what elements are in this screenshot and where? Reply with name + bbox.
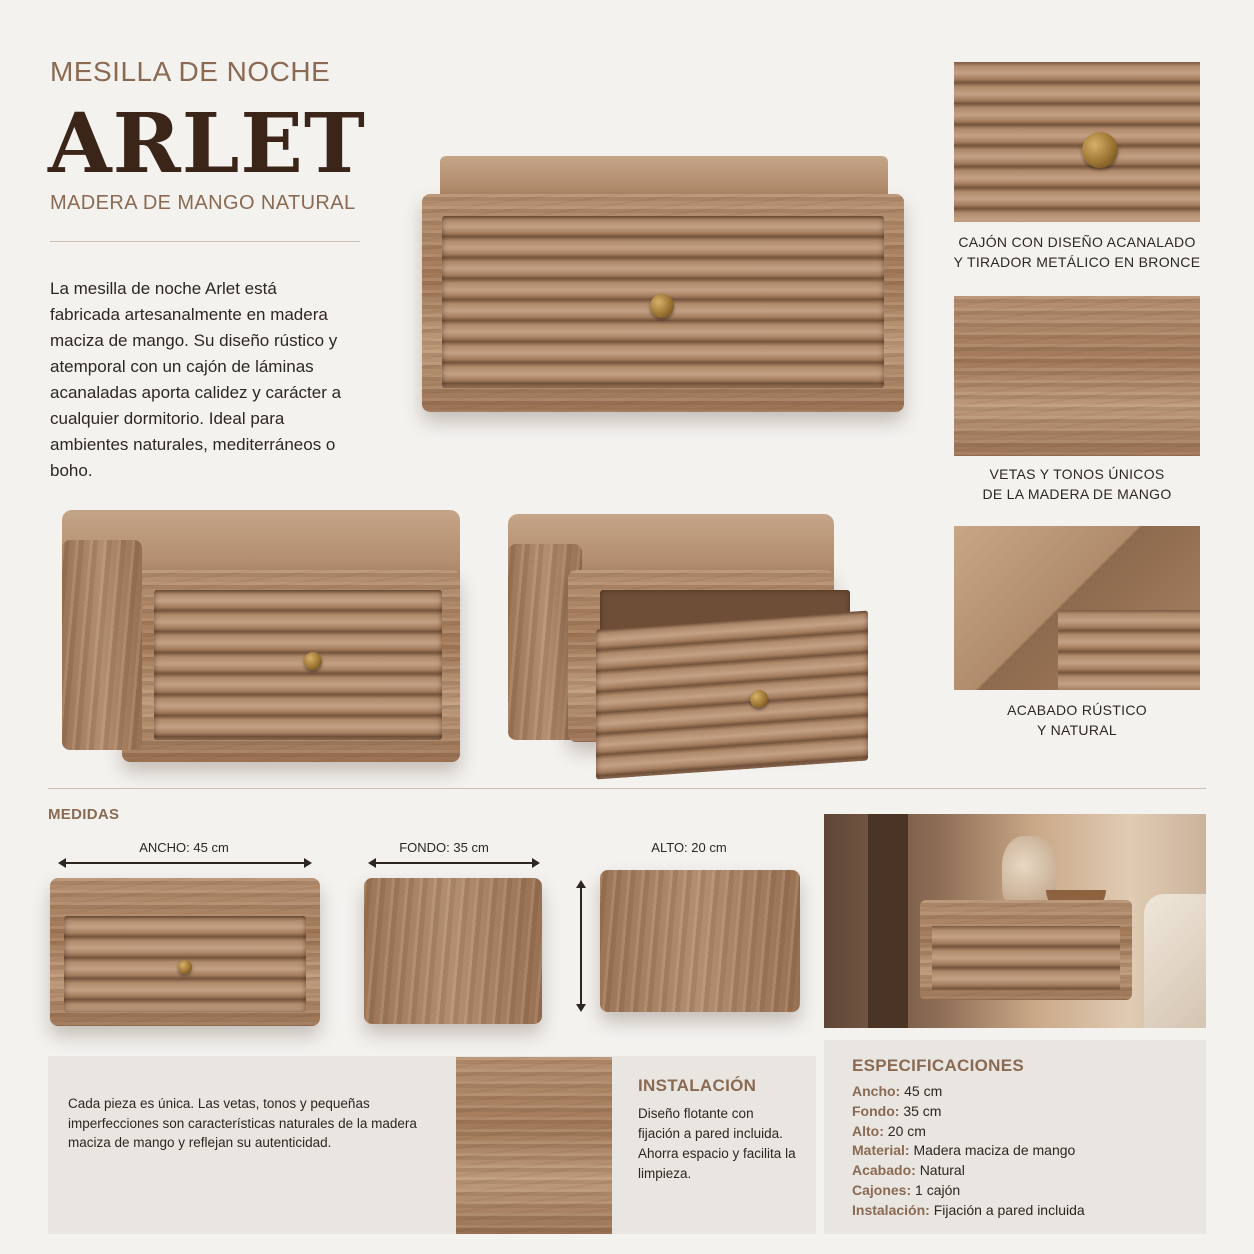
detail-caption-knob [944,232,1210,272]
spec-row [852,1082,1085,1102]
spec-row [852,1141,1085,1161]
caption-line: ACABADO RÚSTICO [1007,702,1147,718]
category-label: MESILLA DE NOCHE [50,56,331,87]
room-scene-photo [824,814,1206,1028]
product-description: La mesilla de noche Arlet está fabricada artesanalmente en madera maciza de mango. Su diseño rústico y atemporal con un cajón de láminas acanaladas aporta calidez y carácter a cualquier dormitorio. Ideal para ambientes naturales, mediterráneos o boho. [50,279,342,480]
product-title: ARLET [48,96,366,192]
drawer-knob [178,960,192,974]
front-view-image [50,878,320,1026]
angled-product-image [62,510,460,760]
installation-text: Diseño flotante con fijación a pared incluida. Ahorra espacio y facilita la limpieza. [638,1106,796,1181]
drawer-knob [750,690,768,708]
unique-piece-note: Cada pieza es única. Las vetas, tonos y pequeñas imperfecciones son características naturales de la madera maciza de mango y reflejan su autenticidad. [68,1096,417,1150]
open-drawer-front [596,610,868,779]
spec-key: Fondo: [852,1102,900,1119]
back-view-image [600,870,800,1012]
spec-value: 20 cm [887,1122,926,1139]
depth-label: FONDO: 35 cm [399,840,489,855]
spec-row [852,1181,1085,1201]
spec-key: Alto: [852,1122,884,1139]
open-drawer-product-image [508,514,870,770]
medidas-title: MEDIDAS [48,806,120,823]
room-bed [1144,894,1206,1028]
spec-key: Instalación: [852,1201,930,1218]
spec-row [852,1161,1085,1181]
stand-back [600,870,800,1012]
spec-row [852,1102,1085,1122]
spec-row [852,1201,1085,1221]
depth-arrow [370,862,538,864]
stand-side [364,878,542,1024]
detail-caption-grain [944,464,1210,504]
caption-line: Y NATURAL [1037,722,1117,738]
detail-photo-grain [954,296,1200,456]
detail-drawer-edge [1058,610,1200,690]
specs-title: ESPECIFICACIONES [852,1056,1024,1075]
hero-product-image [420,156,906,412]
caption-line: DE LA MADERA DE MANGO [982,486,1172,502]
detail-caption-finish [944,700,1210,740]
height-label: ALTO: 20 cm [651,840,727,855]
spec-key: Acabado: [852,1162,916,1179]
caption-line: CAJÓN CON DISEÑO ACANALADO [958,234,1196,250]
drawer-knob [650,294,674,318]
caption-line: Y TIRADOR METÁLICO EN BRONCE [953,254,1201,270]
width-label: ANCHO: 45 cm [139,840,229,855]
spec-key: Ancho: [852,1083,901,1099]
side-view-image [364,878,542,1024]
spec-row [852,1122,1085,1142]
specs-list [852,1082,1085,1221]
installation-title: INSTALACIÓN [638,1076,757,1095]
drawer-knob [1082,132,1118,168]
height-arrow [580,882,582,1010]
section-divider [48,788,1206,789]
spec-key: Material: [852,1142,910,1159]
drawer-knob [304,652,322,670]
spec-value: Natural [919,1162,965,1179]
wood-texture-photo [456,1057,612,1234]
material-label: MADERA DE MANGO NATURAL [50,192,356,214]
detail-photo-knob [954,62,1200,222]
detail-photo-finish [954,526,1200,690]
room-nightstand-drawer [932,926,1120,990]
stand-drawer [154,590,442,740]
stand-side [62,540,142,750]
width-arrow [60,862,310,864]
spec-value: Madera maciza de mango [913,1142,1076,1159]
spec-value: Fijación a pared incluida [933,1201,1085,1218]
room-mirror-frame [868,814,908,1028]
spec-value: 35 cm [903,1102,942,1119]
header-divider [50,241,360,242]
spec-value: 45 cm [904,1083,943,1099]
spec-key: Cajones: [852,1181,912,1198]
spec-value: 1 cajón [915,1181,961,1198]
caption-line: VETAS Y TONOS ÚNICOS [989,466,1165,482]
